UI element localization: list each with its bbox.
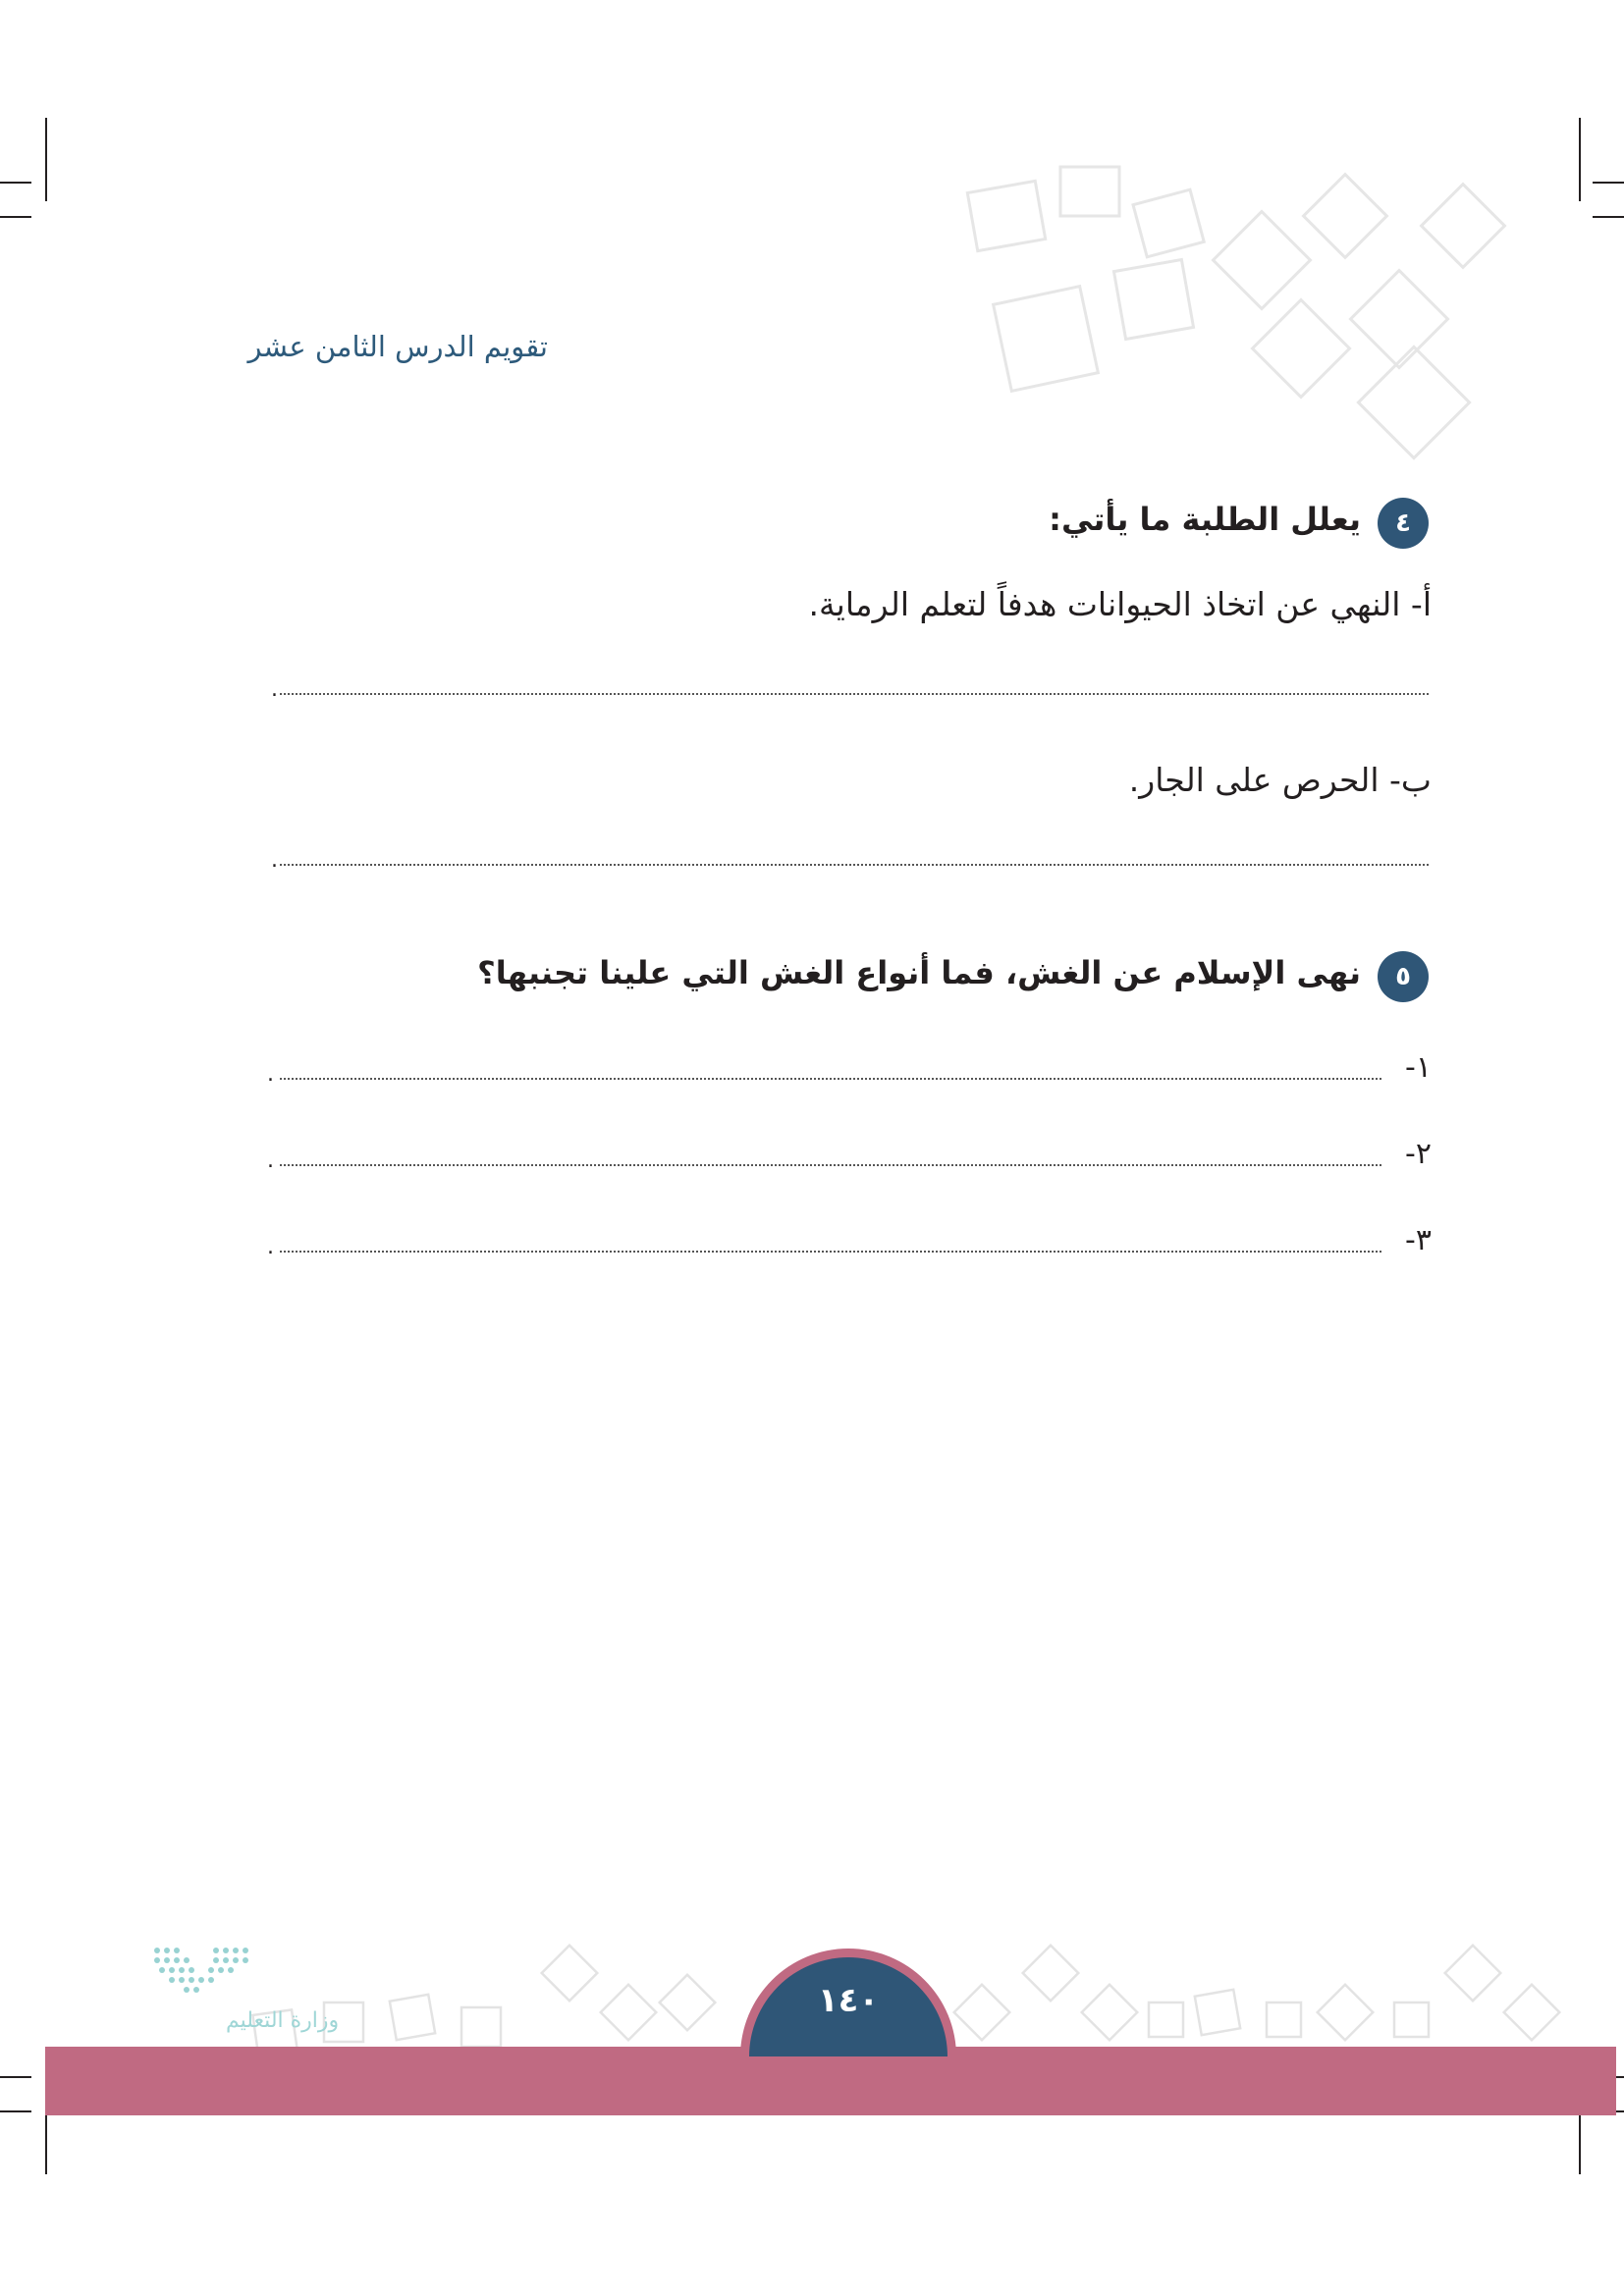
decorative-pattern (943, 167, 1571, 461)
page-number: ١٤٠ (817, 1981, 880, 2020)
answer-line[interactable] (280, 1078, 1381, 1080)
crop-mark (0, 216, 31, 218)
answer-number-label: ٢- (1405, 1137, 1432, 1171)
answer-line-end-dot: . (271, 848, 278, 873)
answer-line[interactable] (280, 693, 1429, 695)
page-header-title: تقويم الدرس الثامن عشر (247, 330, 548, 363)
ministry-logo (59, 1939, 340, 2066)
crop-mark (0, 2076, 31, 2078)
question-prompt: نهى الإسلام عن الغش، فما أنواع الغش التي علينا تجنبها؟ (477, 954, 1361, 991)
question-item: أ- النهي عن اتخاذ الحيوانات هدفاً لتعلم الرماية. (808, 585, 1432, 623)
crop-mark (0, 2110, 31, 2112)
question-number-badge: ٤ (1378, 498, 1429, 549)
answer-line-end-dot: . (267, 1062, 274, 1087)
answer-line[interactable] (280, 1164, 1381, 1166)
answer-line[interactable] (280, 864, 1429, 866)
answer-number-label: ٣- (1405, 1223, 1432, 1257)
question-prompt: يعلل الطلبة ما يأتي: (1049, 501, 1361, 538)
crop-mark (1593, 182, 1624, 184)
question-number-badge: ٥ (1378, 951, 1429, 1002)
ministry-logo-text: وزارة التعليم (226, 2008, 340, 2033)
question-item: ب- الحرص على الجار. (1128, 761, 1432, 799)
answer-line-end-dot: . (267, 1235, 274, 1259)
answer-line-end-dot: . (271, 677, 278, 702)
crop-mark (0, 182, 31, 184)
answer-line-end-dot: . (267, 1148, 274, 1173)
crop-mark (1593, 216, 1624, 218)
ministry-logo-mark (59, 1939, 340, 2066)
crop-mark (1579, 118, 1581, 201)
answer-number-label: ١- (1405, 1050, 1432, 1085)
answer-line[interactable] (280, 1251, 1381, 1253)
crop-mark (45, 118, 47, 201)
